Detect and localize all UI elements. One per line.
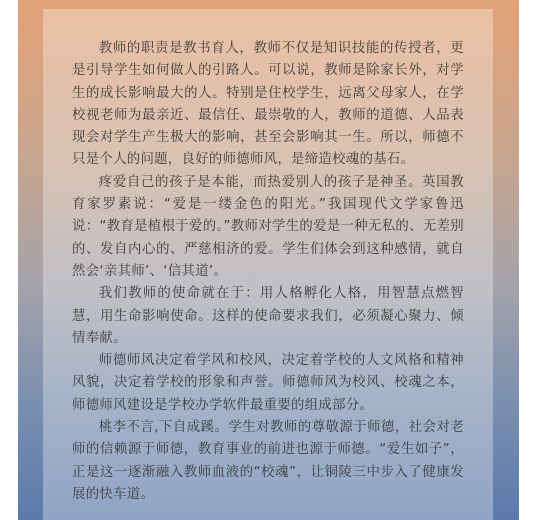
article-body [72,38,464,506]
paragraph: 我们教师的使命就在于：用人格孵化人格，用智慧点燃智慧，用生命影响使命。这样的使命要求我们，必须凝心聚力、倾情奉献。 [72,286,464,346]
paragraph: 桃李不言,下自成蹊。学生对教师的尊敬源于师德，社会对老师的信赖源于师德，教育事业的前进也源于师德。“爱生如子”，正是这一逐渐融入教师血液的“校魂”，让铜陵三中步入了健康发展的快车道。 [72,420,464,502]
paragraph: 师德师风决定着学风和校风，决定着学校的人文风格和精神风貌，决定着学校的形象和声誉。师德师风为校风、校魂之本，师德师风建设是学校办学软件最重要的组成部分。 [72,353,464,413]
paragraph: 疼爱自己的孩子是本能，而热爱别人的孩子是神圣。英国教育家罗素说：“爱是一缕金色的阳光。”我国现代文学家鲁迅说：“教育是植根于爱的。”教师对学生的爱是一种无私的、无差别的、发自内心的、严慈相济的爱。学生们体会到这种感情，就自然会‘亲其师’、‘信其道’。 [72,174,464,279]
paragraph: 教师的职责是教书育人，教师不仅是知识技能的传授者，更是引导学生如何做人的引路人。可以说，教师是除家长外，对学生的成长影响最大的人。特别是住校学生，远离父母家人，在学校视老师为最亲近、最信任、最崇敬的人，教师的道德、人品表现会对学生产生极大的影响，甚至会影响其一生。所以，师德不只是个人的问题，良好的师德师风，是缔造校魂的基石。 [72,41,464,168]
